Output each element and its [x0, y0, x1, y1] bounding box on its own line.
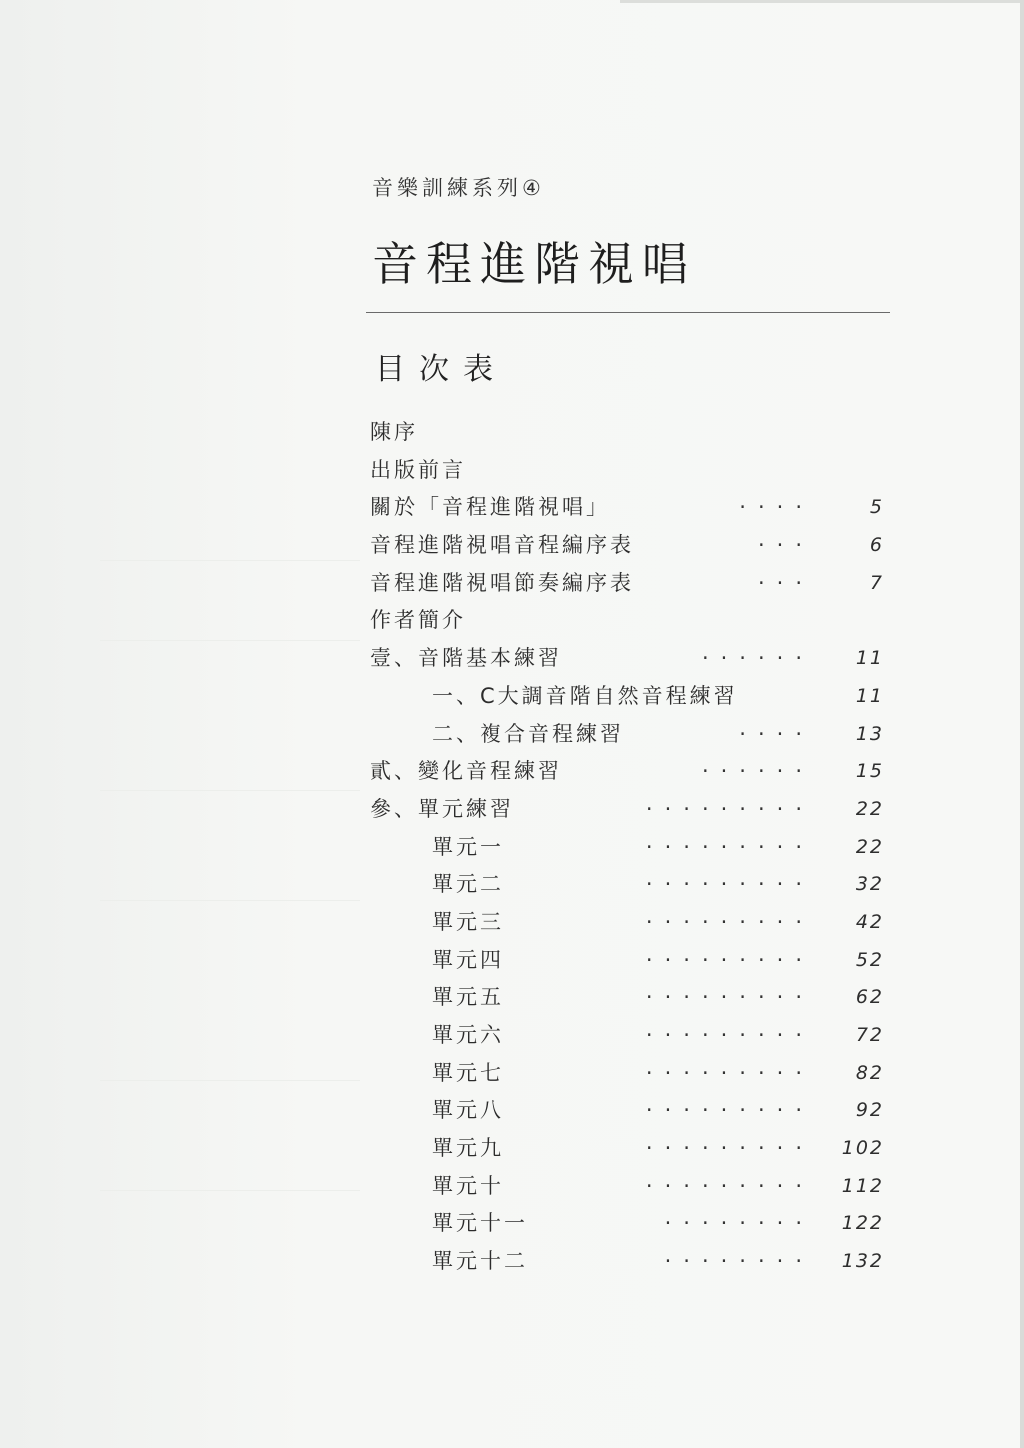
toc-entry-label: 單元八 — [432, 1098, 504, 1123]
toc-entry[interactable] — [370, 678, 884, 716]
toc-entry-page-number: 22 — [855, 835, 884, 858]
toc-entry[interactable] — [370, 1205, 884, 1243]
toc-entry[interactable] — [370, 1017, 884, 1055]
toc-leader-dots: ········· — [645, 1136, 814, 1161]
toc-entry-label: 單元一 — [432, 834, 504, 859]
toc-leader-dots: ········· — [645, 1023, 814, 1047]
toc-entry[interactable] — [370, 640, 884, 678]
page-top-edge — [620, 0, 1024, 3]
toc-entry[interactable] — [370, 866, 884, 904]
toc-heading: 目次表 — [375, 352, 507, 387]
toc-entry-page-number: 62 — [855, 986, 884, 1009]
toc-entry-page-number: 52 — [855, 948, 884, 971]
toc-entry-label: 單元四 — [432, 947, 504, 972]
toc-entry-label: 音程進階視唱音程編序表 — [370, 533, 634, 558]
toc-entry-label: 貳、變化音程練習 — [370, 759, 562, 784]
toc-entry-label: 陳序 — [370, 420, 418, 444]
bleed-through-line — [100, 1190, 360, 1191]
toc-entry-label: 單元二 — [432, 872, 504, 897]
toc-entry[interactable] — [370, 527, 884, 565]
toc-entry-label: 單元九 — [432, 1136, 504, 1161]
toc-entry-page-number: 11 — [855, 684, 884, 707]
toc-entry-page-number: 132 — [841, 1250, 884, 1273]
toc-leader-dots: ········· — [645, 872, 814, 897]
toc-entry-page-number: 5 — [869, 496, 884, 519]
toc-entry[interactable] — [370, 1168, 884, 1206]
toc-leader-dots: ········ — [664, 1249, 814, 1274]
bleed-through-line — [100, 900, 360, 901]
toc-leader-dots: ······ — [701, 646, 814, 671]
book-title: 音程進階視唱 — [372, 237, 696, 291]
bleed-through-line — [100, 560, 360, 561]
toc-entry-label: 單元十 — [432, 1173, 504, 1198]
toc-leader-dots: ···· — [739, 495, 814, 520]
toc-entry[interactable] — [370, 1243, 884, 1281]
toc-entry[interactable] — [370, 414, 884, 452]
toc-entry[interactable] — [370, 1130, 884, 1168]
toc-entry[interactable] — [370, 904, 884, 942]
toc-entry[interactable] — [370, 452, 884, 490]
toc-leader-dots: ········· — [645, 834, 814, 859]
page-right-edge — [1020, 0, 1024, 1448]
toc-leader-dots: ··· — [757, 570, 814, 595]
toc-entry-label: 參、單元練習 — [370, 796, 514, 821]
toc-entry[interactable] — [370, 942, 884, 980]
toc-leader-dots: ········· — [645, 796, 814, 821]
toc-entry-label: 出版前言 — [370, 457, 466, 482]
toc-entry[interactable] — [370, 979, 884, 1017]
toc-entry-page-number: 102 — [841, 1137, 884, 1160]
toc-leader-dots: ···· — [739, 721, 814, 746]
toc-entry[interactable] — [370, 489, 884, 527]
toc-entry-page-number: 112 — [841, 1174, 884, 1197]
toc-entry[interactable] — [370, 602, 884, 640]
toc-entry-label: 單元六 — [432, 1023, 504, 1047]
bleed-through-line — [100, 640, 360, 641]
toc-entry-label: 一、C大調音階自然音程練習 — [432, 683, 738, 708]
toc-entry-page-number: 7 — [869, 571, 884, 594]
toc-entry-label: 單元七 — [432, 1060, 504, 1085]
toc-entry[interactable] — [370, 716, 884, 754]
toc-leader-dots: ········· — [645, 985, 814, 1010]
toc-entry-label: 單元十一 — [432, 1211, 528, 1236]
toc-entry-page-number: 122 — [841, 1212, 884, 1235]
toc-entry[interactable] — [370, 791, 884, 829]
toc-leader-dots: ········· — [645, 1098, 814, 1123]
toc-entry-label: 壹、音階基本練習 — [370, 646, 562, 671]
bleed-through-line — [100, 790, 360, 791]
toc-entry-page-number: 11 — [855, 647, 884, 670]
toc-entry-label: 作者簡介 — [370, 608, 466, 633]
toc-leader-dots: ··· — [757, 533, 814, 558]
toc-entry-page-number: 72 — [855, 1024, 884, 1046]
toc-entry-page-number: 15 — [855, 760, 884, 783]
toc-leader-dots: ········ — [664, 1211, 814, 1236]
toc-leader-dots: ········· — [645, 909, 814, 934]
toc-entry[interactable] — [370, 1055, 884, 1093]
toc-entry-page-number: 82 — [855, 1061, 884, 1084]
toc-list — [370, 414, 884, 1281]
toc-entry[interactable] — [370, 1092, 884, 1130]
series-label: 音樂訓練系列④ — [372, 176, 545, 200]
bleed-through-line — [100, 1080, 360, 1081]
toc-entry-label: 單元三 — [432, 909, 504, 934]
toc-entry-label: 單元十二 — [432, 1249, 528, 1274]
toc-entry-page-number: 6 — [869, 534, 884, 557]
toc-entry-page-number: 22 — [855, 797, 884, 820]
toc-entry-label: 關於「音程進階視唱」 — [370, 495, 610, 520]
toc-entry[interactable] — [370, 829, 884, 867]
toc-leader-dots: ········· — [645, 947, 814, 972]
toc-entry-page-number: 92 — [855, 1099, 884, 1122]
toc-entry-label: 音程進階視唱節奏編序表 — [370, 570, 634, 595]
toc-entry-page-number: 13 — [855, 722, 884, 745]
toc-entry-label: 二、複合音程練習 — [432, 721, 624, 746]
toc-entry-label: 單元五 — [432, 985, 504, 1010]
toc-entry-page-number: 42 — [855, 910, 884, 933]
toc-leader-dots: ······ — [701, 759, 814, 784]
toc-entry[interactable] — [370, 753, 884, 791]
toc-entry-page-number: 32 — [855, 873, 884, 896]
toc-leader-dots: ········· — [645, 1173, 814, 1198]
toc-entry[interactable] — [370, 565, 884, 603]
title-rule — [366, 312, 890, 313]
toc-leader-dots: ········· — [645, 1060, 814, 1085]
